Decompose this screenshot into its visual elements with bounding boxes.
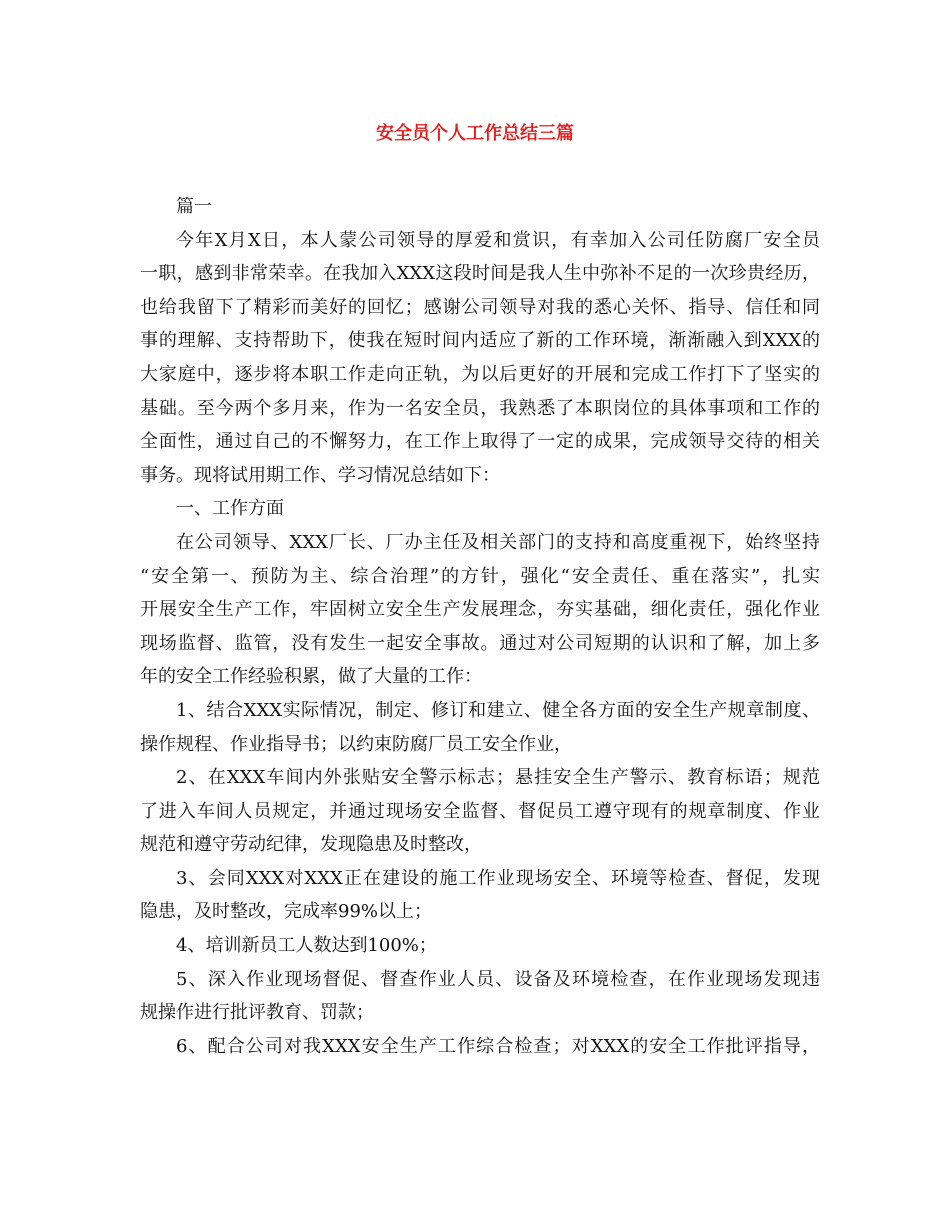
paragraph-line: 也给我留下了精彩而美好的回忆；感谢公司领导对我的悉心关怀、指导、信任和同 [140, 296, 820, 318]
paragraph-line: 在公司领导、XXX厂长、厂办主任及相关部门的支持和高度重视下，始终坚持 [176, 531, 820, 553]
paragraph-line: 大家庭中，逐步将本职工作走向正轨，为以后更好的开展和完成工作打下了坚实的 [140, 363, 820, 385]
paragraph-line: 1、结合XXX实际情况，制定、修订和建立、健全各方面的安全生产规章制度、 [176, 699, 820, 721]
paragraph-line: 规操作进行批评教育、罚款； [140, 1002, 374, 1024]
paragraph-line: 全面性，通过自己的不懈努力，在工作上取得了一定的成果，完成领导交待的相关 [140, 431, 820, 453]
paragraph-line: 一职，感到非常荣幸。在我加入XXX这段时间是我人生中弥补不足的一次珍贵经历， [140, 263, 820, 285]
paragraph-line: 4、培训新员工人数达到100%； [176, 935, 437, 957]
document-title: 安全员个人工作总结三篇 [376, 123, 574, 144]
paragraph-line: 了进入车间人员规定，并通过现场安全监督、督促员工遵守现有的规章制度、作业 [140, 800, 820, 822]
paragraph-line: 一、工作方面 [176, 498, 284, 520]
paragraph-line: 5、深入作业现场督促、督查作业人员、设备及环境检查，在作业现场发现违 [176, 968, 820, 990]
paragraph-line: 年的安全工作经验积累，做了大量的工作： [140, 666, 482, 688]
paragraph-line: 6、配合公司对我XXX安全生产工作综合检查；对XXX的安全工作批评指导， [176, 1035, 820, 1057]
paragraph-line: 2、在XXX车间内外张贴安全警示标志；悬挂安全生产警示、教育标语；规范 [176, 767, 820, 789]
paragraph-line: 规范和遵守劳动纪律，发现隐患及时整改， [140, 834, 482, 856]
paragraph-line: 开展安全生产工作，牢固树立安全生产发展理念，夯实基础，细化责任，强化作业 [140, 599, 820, 621]
paragraph-line: 今年X月X日，本人蒙公司领导的厚爱和赏识，有幸加入公司任防腐厂安全员 [176, 229, 820, 251]
paragraph-line: 事的理解、支持帮助下，使我在短时间内适应了新的工作环境，渐渐融入到XXX的 [140, 330, 820, 352]
paragraph-line: 基础。至今两个多月来，作为一名安全员，我熟悉了本职岗位的具体事项和工作的 [140, 397, 820, 419]
document-body [140, 190, 820, 1063]
paragraph-line: 3、会同XXX对XXX正在建设的施工作业现场安全、环境等检查、督促，发现 [176, 867, 820, 889]
paragraph-line: “安全第一、预防为主、综合治理”的方针，强化“安全责任、重在落实”，扎实 [140, 565, 820, 587]
paragraph-line: 事务。现将试用期工作、学习情况总结如下： [140, 464, 500, 486]
paragraph-line: 现场监督、监管，没有发生一起安全事故。通过对公司短期的认识和了解，加上多 [140, 632, 820, 654]
paragraph-line: 操作规程、作业指导书；以约束防腐厂员工安全作业， [140, 733, 572, 755]
paragraph-line: 隐患，及时整改，完成率99%以上； [140, 901, 433, 923]
section-label: 篇一 [176, 196, 212, 217]
